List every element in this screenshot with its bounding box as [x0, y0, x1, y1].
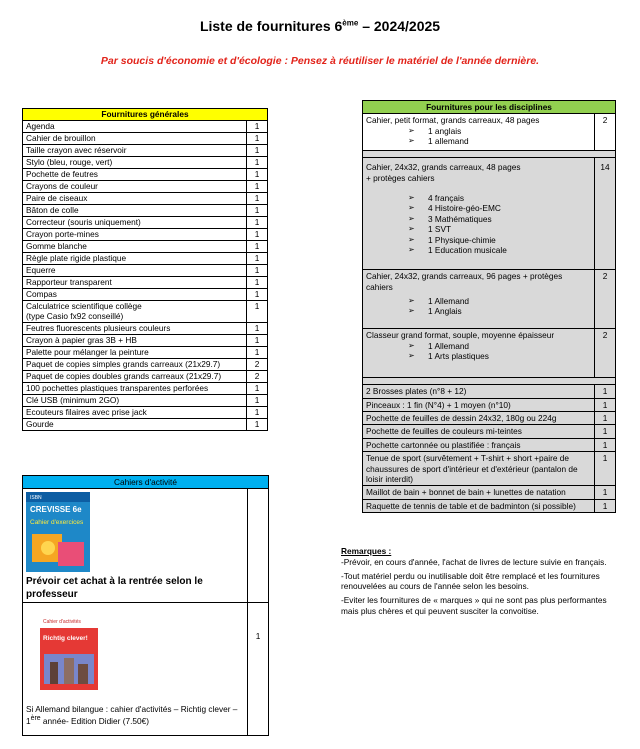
activity-books-table: [22, 475, 269, 736]
discipline-simple-qty: 1: [595, 412, 616, 425]
supply-label: Paquet de copies doubles grands carreaux (21x29.7): [26, 370, 222, 381]
supply-label: Taille crayon avec réservoir: [26, 145, 127, 155]
activity-books-header: Cahiers d'activité: [23, 476, 269, 489]
supply-qty: 1: [247, 277, 268, 289]
general-supply-row: [23, 241, 268, 253]
supply-label: Crayons de couleur: [26, 181, 98, 191]
cover2-sub-text: Cahier d'activités: [43, 619, 81, 626]
discipline-simple-qty: 1: [595, 486, 616, 499]
supply-label: Clé USB (minimum 2GO): [26, 394, 120, 405]
activity-book-qty: [248, 489, 269, 603]
discipline-subitem: ➢ 1 Anglais: [428, 306, 591, 316]
supply-label: Stylo (bleu, rouge, vert): [26, 157, 113, 167]
general-supply-row: [23, 217, 268, 229]
discipline-simple-qty: 1: [595, 452, 616, 486]
discipline-simple-label: Pochette de feuilles de dessin 24x32, 180g ou 224g: [363, 412, 595, 425]
supply-label: 100 pochettes plastiques transparentes perforées: [26, 382, 209, 393]
activity-book-row: [23, 489, 269, 603]
supply-label: Rapporteur transparent: [26, 277, 112, 287]
discipline-simple-row: [363, 499, 616, 512]
supply-qty: 1: [247, 406, 268, 418]
supply-qty: 1: [247, 241, 268, 253]
supply-label: Cahier de brouillon: [26, 133, 96, 143]
supply-label: Agenda: [26, 121, 55, 131]
remarks-list: [341, 557, 621, 617]
supply-label: Correcteur (souris uniquement): [26, 217, 141, 227]
discipline-subitem: ➢ 1 anglais: [428, 126, 591, 136]
discipline-subitem: ➢ 4 français: [428, 193, 591, 203]
discipline-simple-row: [363, 438, 616, 451]
title-text: Liste de fournitures 6: [199, 18, 343, 34]
discipline-row: [363, 158, 616, 270]
supply-qty: 1: [247, 322, 268, 334]
supply-qty: 2: [247, 370, 268, 382]
supply-qty: 1: [247, 301, 268, 323]
discipline-simple-label: Pochette cartonnée ou plastifiée : français: [363, 438, 595, 451]
discipline-row-label2: + protèges cahiers: [366, 172, 435, 183]
general-supply-row: [23, 169, 268, 181]
title-year: – 2024/2025: [358, 18, 441, 34]
discipline-subitem: ➢ 1 allemand: [428, 136, 591, 146]
discipline-simple-row: [363, 398, 616, 411]
supply-qty: 1: [247, 157, 268, 169]
discipline-simple-qty: 1: [595, 398, 616, 411]
supply-qty: 1: [247, 265, 268, 277]
book2-text-main: Si Allemand bilangue : cahier d'activités – Richtig clever – 1: [26, 704, 238, 726]
supply-label: Equerre: [26, 265, 56, 275]
general-supply-row: [23, 301, 268, 323]
activity-book2-text: [26, 704, 244, 725]
supply-qty: 1: [247, 418, 268, 430]
supply-label: Feutres fluorescents plusieurs couleurs: [26, 322, 171, 333]
discipline-simple-row: [363, 452, 616, 486]
discipline-subitem: ➢ 1 SVT: [428, 224, 591, 234]
discipline-supplies-header: Fournitures pour les disciplines: [363, 101, 616, 114]
discipline-row-qty: 14: [595, 158, 616, 270]
discipline-row: [363, 270, 616, 329]
supply-qty: 1: [247, 133, 268, 145]
cover-title-text: Cahier d'exercices: [30, 519, 84, 527]
supply-label: Compas: [26, 289, 57, 299]
page-subtitle: Par soucis d'économie et d'écologie : Pensez à réutiliser le matériel de l'année dernière.: [100, 55, 540, 67]
general-supply-row: [23, 157, 268, 169]
general-supply-row: [23, 277, 268, 289]
title-sup: ème: [342, 18, 359, 28]
discipline-simple-row: [363, 385, 616, 398]
cover2-title-text: Richtig clever!: [43, 635, 88, 643]
general-supply-row: [23, 394, 268, 406]
supply-qty: 1: [247, 169, 268, 181]
book2-text-sup: ère: [30, 714, 41, 722]
supply-qty: 1: [247, 346, 268, 358]
cover-series-text: CREVISSE 6e: [30, 505, 82, 515]
general-supply-row: [23, 358, 268, 370]
general-supply-row: [23, 253, 268, 265]
general-supply-row: [23, 382, 268, 394]
activity-book-note: Prévoir cet achat à la rentrée selon le professeur: [26, 576, 203, 600]
page-title: [0, 18, 640, 34]
remarks-block: [341, 546, 621, 620]
general-supply-row: [23, 265, 268, 277]
discipline-simple-label: Pinceaux : 1 fin (N°4) + 1 moyen (n°10): [363, 398, 595, 411]
supply-label: Paire de ciseaux: [26, 193, 88, 203]
remark-item: -Prévoir, en cours d'année, l'achat de livres de lecture suivie en français.: [341, 556, 607, 567]
book-cover-image: [40, 614, 98, 690]
discipline-simple-label: Tenue de sport (survêtement + T-shirt + short +paire de chaussures de sport d'intérieur et d'extérieur (pantalon de loisir interdit): [363, 452, 595, 486]
spacer-row: [363, 151, 616, 158]
discipline-row-qty: 2: [595, 114, 616, 151]
supply-label-detail: (type Casio fx92 conseillé): [26, 311, 124, 322]
general-supply-row: [23, 346, 268, 358]
supply-label: Crayon porte-mines: [26, 229, 99, 239]
supply-label: Gourde: [26, 418, 54, 429]
general-supply-row: [23, 418, 268, 430]
supply-label: Pochette de feutres: [26, 169, 98, 179]
supply-label: Crayon à papier gras 3B + HB: [26, 334, 137, 345]
supply-label: Calculatrice scientifique collège: [26, 301, 142, 311]
discipline-row-label: Cahier, petit format, grands carreaux, 48 pages: [366, 115, 540, 126]
general-supplies-header: Fournitures générales: [23, 109, 268, 121]
discipline-simple-qty: 1: [595, 385, 616, 398]
discipline-row-label: Cahier, 24x32, grands carreaux, 96 pages + protèges cahiers: [366, 271, 563, 292]
activity-book-row: [23, 603, 269, 736]
remark-item: -Tout matériel perdu ou inutilisable doit être remplacé et les fournitures renouvelées au cours de l'année selon les besoins.: [341, 570, 600, 592]
discipline-subitem: ➢ 1 Physique-chimie: [428, 235, 591, 245]
general-supply-row: [23, 289, 268, 301]
supply-qty: 1: [247, 217, 268, 229]
discipline-row: [363, 114, 616, 151]
general-supply-row: [23, 121, 268, 133]
discipline-simple-label: 2 Brosses plates (n°8 + 12): [363, 385, 595, 398]
supply-qty: 1: [247, 229, 268, 241]
discipline-row-label: Classeur grand format, souple, moyenne épaisseur: [366, 330, 555, 341]
discipline-simple-qty: 1: [595, 499, 616, 512]
supply-qty: 1: [247, 205, 268, 217]
discipline-row-qty: 2: [595, 329, 616, 378]
book-cover-image: [26, 492, 90, 572]
discipline-sublist: [366, 341, 591, 362]
general-supply-row: [23, 181, 268, 193]
book2-text-edition: année- Edition Didier (7.50€): [40, 715, 149, 726]
remark-item: -Eviter les fournitures de « marques » qui ne sont pas plus performantes mais plus chères et qui peuvent susciter la convoitise.: [341, 595, 607, 616]
general-supply-row: [23, 322, 268, 334]
remarks-title: Remarques :: [341, 546, 392, 556]
discipline-subitem: ➢ 1 Allemand: [428, 341, 591, 351]
supply-label: Règle plate rigide plastique: [26, 253, 127, 263]
discipline-row-qty: 2: [595, 270, 616, 329]
general-supply-row: [23, 133, 268, 145]
discipline-sublist: [366, 193, 591, 255]
cover-isbn-text: ISBN: [30, 495, 42, 502]
supply-qty: 1: [247, 181, 268, 193]
supply-qty: 1: [247, 121, 268, 133]
general-supply-row: [23, 193, 268, 205]
supply-label: Palette pour mélanger la peinture: [26, 346, 149, 357]
supply-qty: 1: [247, 334, 268, 346]
discipline-supplies-table: [362, 100, 616, 513]
activity-book2-qty: 1: [248, 603, 269, 736]
supply-qty: 1: [247, 145, 268, 157]
supply-label: Bâton de colle: [26, 205, 79, 215]
discipline-simple-label: Pochette de feuilles de couleurs mi-teintes: [363, 425, 595, 438]
general-supply-row: [23, 229, 268, 241]
discipline-row-label: Cahier, 24x32, grands carreaux, 48 pages: [366, 162, 521, 173]
general-supply-row: [23, 334, 268, 346]
general-supply-row: [23, 370, 268, 382]
general-supply-row: [23, 406, 268, 418]
general-supply-row: [23, 145, 268, 157]
supply-qty: 1: [247, 289, 268, 301]
discipline-subitem: ➢ 1 Education musicale: [428, 245, 591, 255]
discipline-simple-row: [363, 425, 616, 438]
supply-qty: 1: [247, 253, 268, 265]
supply-label: Ecouteurs filaires avec prise jack: [26, 406, 147, 417]
spacer-row: [363, 378, 616, 385]
supply-label: Paquet de copies simples grands carreaux (21x29.7): [26, 358, 221, 369]
discipline-simple-qty: 1: [595, 438, 616, 451]
general-supplies-table: [22, 108, 268, 431]
discipline-subitem: ➢ 4 Histoire-géo-EMC: [428, 203, 591, 213]
supply-qty: 1: [247, 394, 268, 406]
discipline-sublist: [366, 296, 591, 317]
supply-qty: 2: [247, 358, 268, 370]
supply-label: Gomme blanche: [26, 241, 87, 251]
discipline-subitem: ➢ 1 Arts plastiques: [428, 351, 591, 361]
discipline-simple-row: [363, 486, 616, 499]
discipline-simple-label: Raquette de tennis de table et de badminton (si possible): [363, 499, 595, 512]
discipline-simple-label: Maillot de bain + bonnet de bain + lunettes de natation: [363, 486, 595, 499]
general-supply-row: [23, 205, 268, 217]
discipline-subitem: ➢ 3 Mathématiques: [428, 214, 591, 224]
discipline-simple-row: [363, 412, 616, 425]
discipline-row: [363, 329, 616, 378]
discipline-sublist: [366, 126, 591, 147]
discipline-simple-qty: 1: [595, 425, 616, 438]
supply-qty: 1: [247, 193, 268, 205]
discipline-subitem: ➢ 1 Allemand: [428, 296, 591, 306]
supply-qty: 1: [247, 382, 268, 394]
